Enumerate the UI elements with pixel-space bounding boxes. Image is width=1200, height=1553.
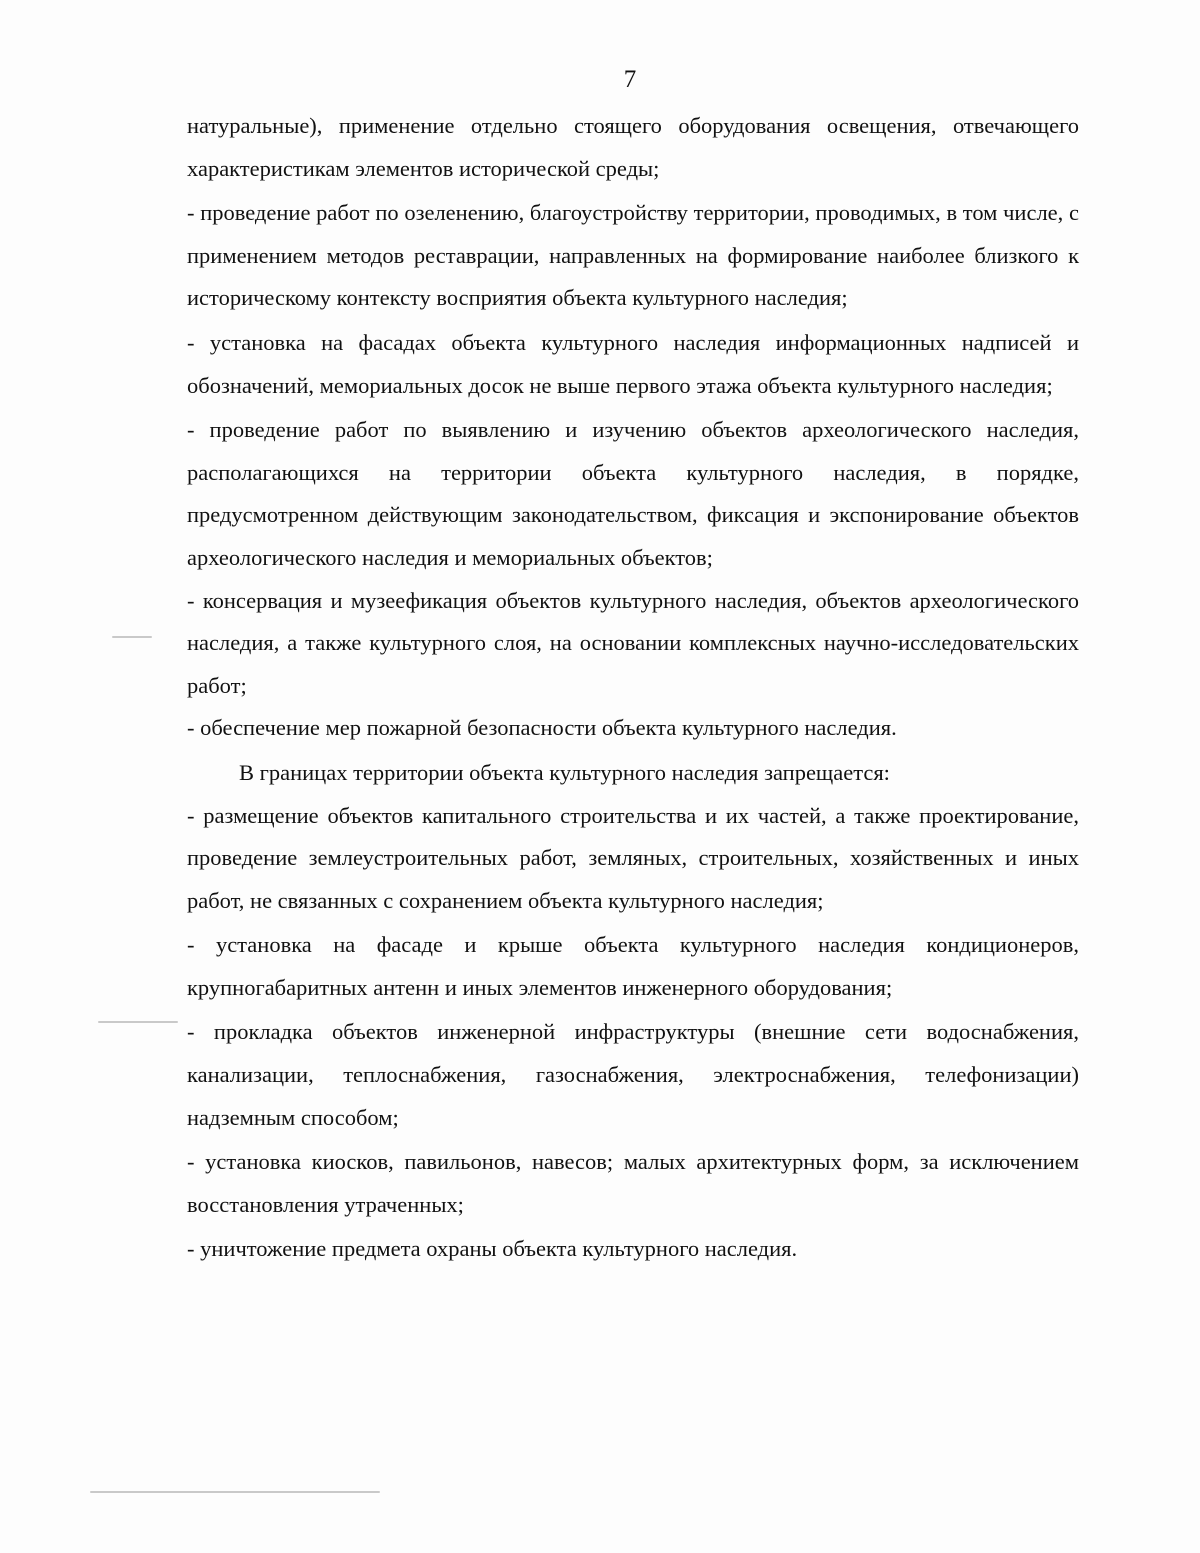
document-body: [187, 105, 1079, 1271]
page-number: 7: [623, 66, 637, 93]
paragraph-fire-safety: - обеспечение мер пожарной безопасности объекта культурного наследия.: [187, 715, 897, 741]
scan-noise: [112, 636, 152, 638]
paragraph-landscaping-works: - проведение работ по озеленению, благоустройству территории, проводимых, в том числе, с применением методов реставрации, направленных на формирование наиболее близкого к историческому контексту восприятия объекта культурного наследия;: [187, 200, 1079, 311]
paragraph-engineering-networks: - прокладка объектов инженерной инфраструктуры (внешние сети водоснабжения, канализации, теплоснабжения, газоснабжения, электроснабжения, телефонизации) надземным способом;: [187, 1019, 1079, 1130]
paragraph-lighting-equipment: натуральные), применение отдельно стоящего оборудования освещения, отвечающего характеристикам элементов исторической среды;: [187, 113, 1079, 181]
paragraph-archaeological-works: - проведение работ по выявлению и изучению объектов археологического наследия, располагающихся на территории объекта культурного наследия, в порядке, предусмотренном действующим законодательством, фиксация и экспонирование объектов археологического наследия и мемориальных объектов;: [187, 417, 1079, 570]
paragraph-destruction-of-protected-subject: - уничтожение предмета охраны объекта культурного наследия.: [187, 1236, 798, 1262]
scan-noise: [90, 1491, 380, 1493]
paragraph-conservation-museification: - консервация и музеефикация объектов культурного наследия, объектов археологического наследия, а также культурного слоя, на основании комплексных научно-исследовательских работ;: [187, 587, 1079, 698]
paragraph-kiosks-pavilions: - установка киосков, павильонов, навесов; малых архитектурных форм, за исключением восстановления утраченных;: [187, 1149, 1079, 1217]
paragraph-air-conditioners-antennas: - установка на фасаде и крыше объекта культурного наследия кондиционеров, крупногабаритных антенн и иных элементов инженерного оборудования;: [187, 932, 1079, 1000]
paragraph-prohibitions-heading: В границах территории объекта культурного наследия запрещается:: [239, 759, 890, 785]
paragraph-facade-signage: - установка на фасадах объекта культурного наследия информационных надписей и обозначений, мемориальных досок не выше первого этажа объекта культурного наследия;: [187, 329, 1079, 398]
scan-noise: [98, 1021, 178, 1023]
paragraph-capital-construction: - размещение объектов капитального строительства и их частей, а также проектирование, проведение землеустроительных работ, земляных, строительных, хозяйственных и иных работ, не связанных с сохранением объекта культурного наследия;: [187, 802, 1079, 913]
